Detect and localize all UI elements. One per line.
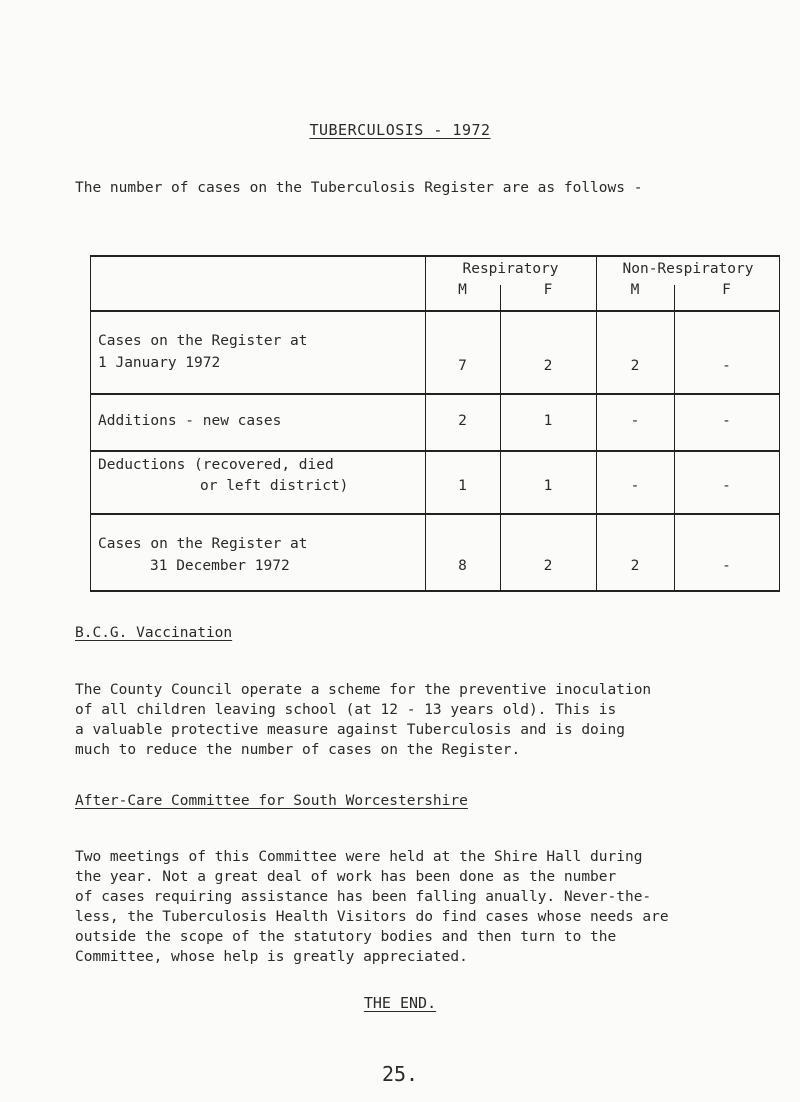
table-cell: 1 — [458, 478, 467, 494]
row-label: 31 December 1972 — [150, 558, 290, 574]
table-cell: 2 — [543, 558, 553, 574]
table-cell: - — [722, 478, 731, 494]
table-cell: - — [722, 358, 731, 374]
header-non-respiratory: Non-Respiratory — [622, 261, 754, 277]
page-number: 25. — [381, 1062, 419, 1086]
row-label: 1 January 1972 — [98, 355, 221, 371]
table-cell: - — [630, 478, 640, 494]
table-cell: - — [630, 413, 640, 429]
end-marker: THE END. — [363, 994, 437, 1012]
subheader-nonresp-m: M — [630, 282, 640, 298]
subheader-resp-m: M — [458, 282, 467, 298]
table-cell: 2 — [630, 558, 640, 574]
intro-text: The number of cases on the Tuberculosis Register are as follows - — [75, 180, 643, 196]
row-label: Cases on the Register at — [98, 333, 308, 349]
aftercare-heading: After-Care Committee for South Worcestershire — [75, 793, 468, 809]
table-cell: 1 — [543, 413, 553, 429]
row-label: Additions - new cases — [98, 413, 282, 429]
table-cell: 7 — [458, 358, 467, 374]
page-title: TUBERCULOSIS - 1972 — [309, 121, 491, 139]
register-table — [90, 255, 780, 600]
subheader-resp-f: F — [543, 282, 553, 298]
table-cell: - — [722, 558, 731, 574]
table-cell: 2 — [543, 358, 553, 374]
row-label: Deductions (recovered, died — [98, 457, 334, 473]
table-cell: - — [722, 413, 731, 429]
bcg-paragraph: The County Council operate a scheme for the preventive inoculation of all children leaving school (at 12 - 13 years old). This is a valuable protective measure against Tuberculosis and is doing much to reduce the number of cases on the Register. — [75, 682, 652, 758]
row-label: Cases on the Register at — [98, 536, 308, 552]
bcg-heading: B.C.G. Vaccination — [75, 625, 233, 641]
table-cell: 2 — [458, 413, 467, 429]
header-respiratory: Respiratory — [462, 261, 559, 277]
table-cell: 8 — [458, 558, 467, 574]
table-cell: 1 — [543, 478, 553, 494]
row-label: or left district) — [200, 478, 349, 494]
table-cell: 2 — [630, 358, 640, 374]
aftercare-paragraph: Two meetings of this Committee were held at the Shire Hall during the year. Not a great deal of work has been done as the number of cases requiring assistance has been falling anually. Never-the- less, the Tuberculosis Health Visitors do find cases whose needs are outside the scope of the statutory bodies and then turn to the Committee, whose help is greatly appreciated. — [75, 849, 669, 965]
subheader-nonresp-f: F — [722, 282, 731, 298]
